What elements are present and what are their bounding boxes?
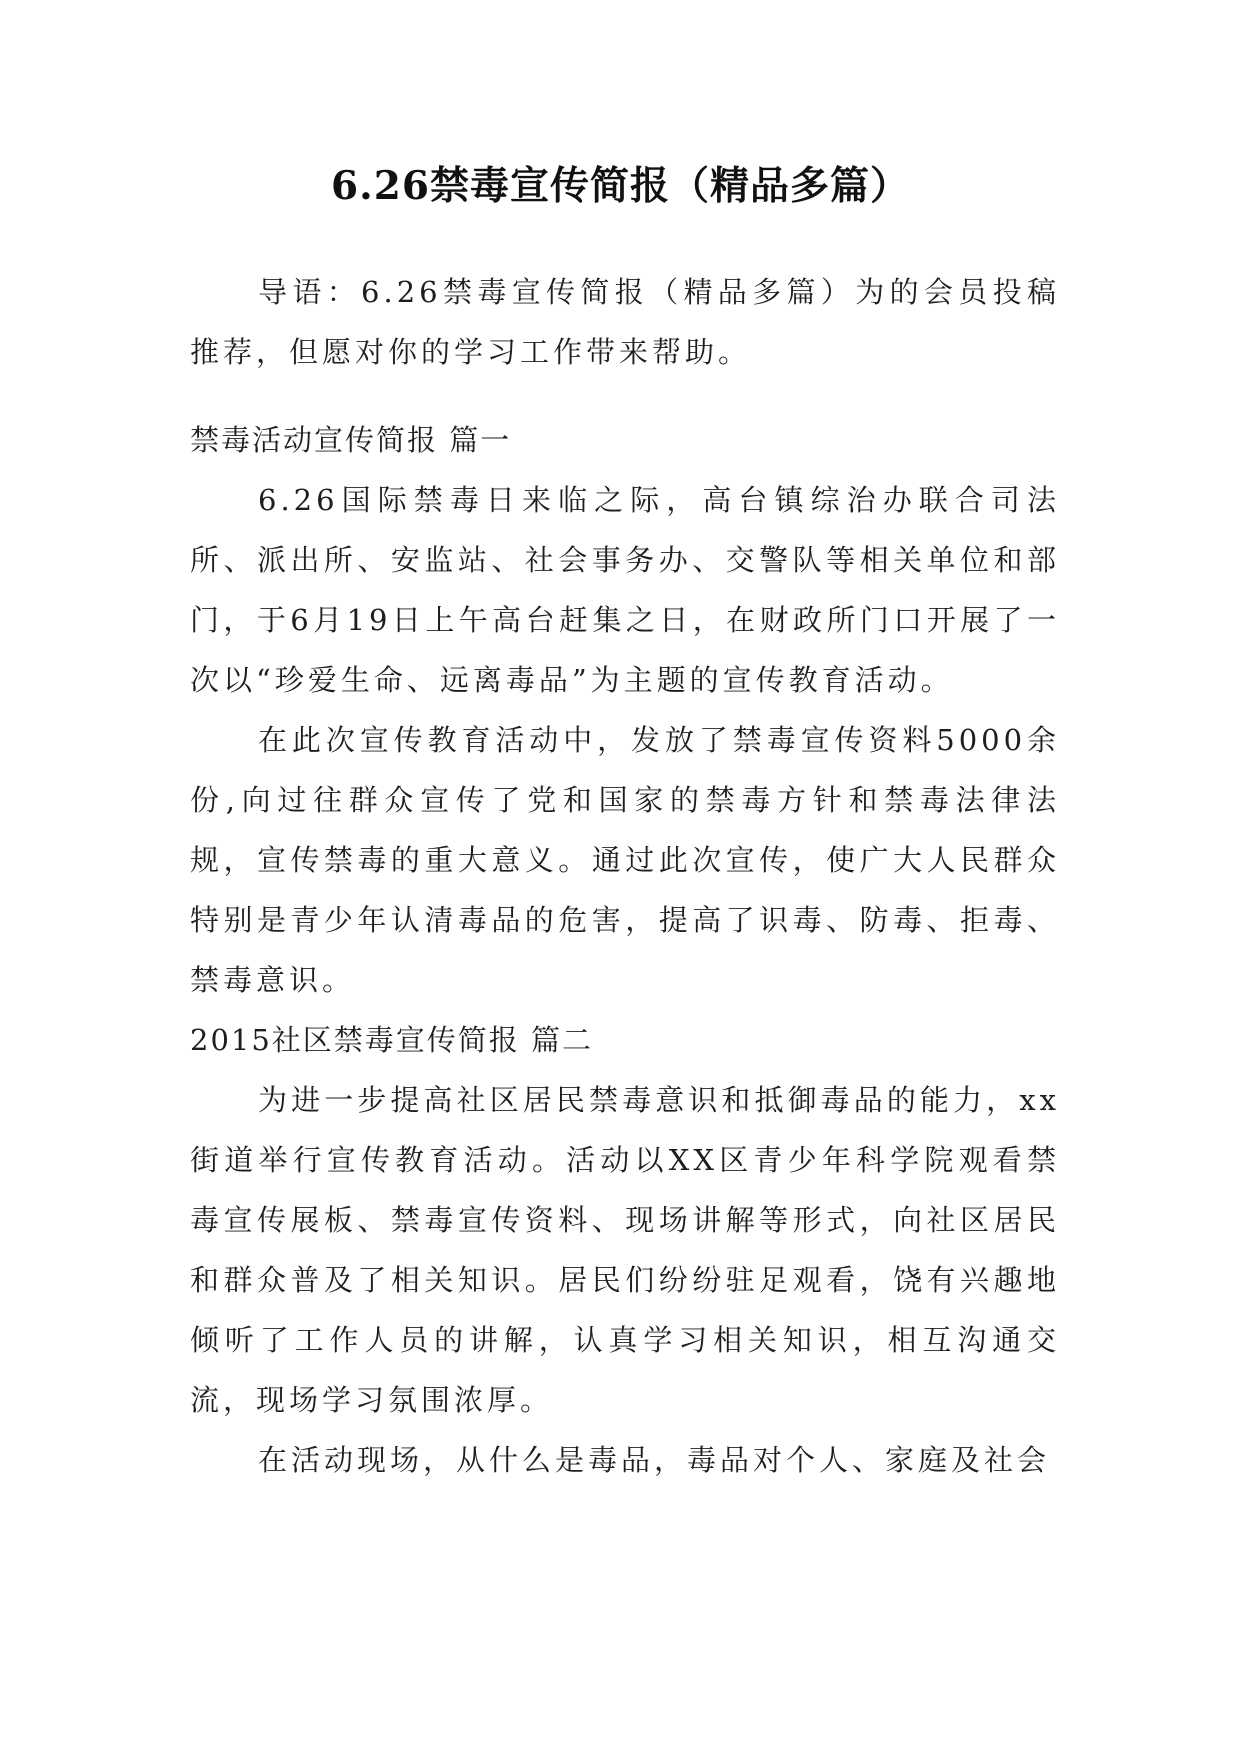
section2-paragraph-1: 为进一步提高社区居民禁毒意识和抵御毒品的能力，xx街道举行宣传教育活动。活动以XX区青少年科学院观看禁毒宣传展板、禁毒宣传资料、现场讲解等形式，向社区居民和群众普及了相关知识。居民们纷纷驻足观看，饶有兴趣地倾听了工作人员的讲解，认真学习相关知识，相互沟通交流，现场学习氛围浓厚。	[190, 1083, 1060, 1417]
intro-paragraph: 导语：6.26禁毒宣传简报（精品多篇）为的会员投稿推荐，但愿对你的学习工作带来帮助。	[190, 275, 1060, 369]
section-heading-2: 2015社区禁毒宣传简报 篇二	[190, 1023, 594, 1057]
document-title: 6.26禁毒宣传简报（精品多篇）	[331, 163, 910, 209]
section2-paragraph-2: 在活动现场，从什么是毒品，毒品对个人、家庭及社会	[258, 1443, 1051, 1477]
section-heading-1: 禁毒活动宣传简报 篇一	[190, 423, 512, 457]
section1-paragraph-2: 在此次宣传教育活动中，发放了禁毒宣传资料5000余份,向过往群众宣传了党和国家的禁毒方针和禁毒法律法规，宣传禁毒的重大意义。通过此次宣传，使广大人民群众特别是青少年认清毒品的危害，提高了识毒、防毒、拒毒、禁毒意识。	[190, 723, 1060, 997]
section1-paragraph-1: 6.26国际禁毒日来临之际，高台镇综治办联合司法所、派出所、安监站、社会事务办、交警队等相关单位和部门，于6月19日上午高台赶集之日，在财政所门口开展了一次以“珍爱生命、远离毒品”为主题的宣传教育活动。	[190, 483, 1060, 697]
